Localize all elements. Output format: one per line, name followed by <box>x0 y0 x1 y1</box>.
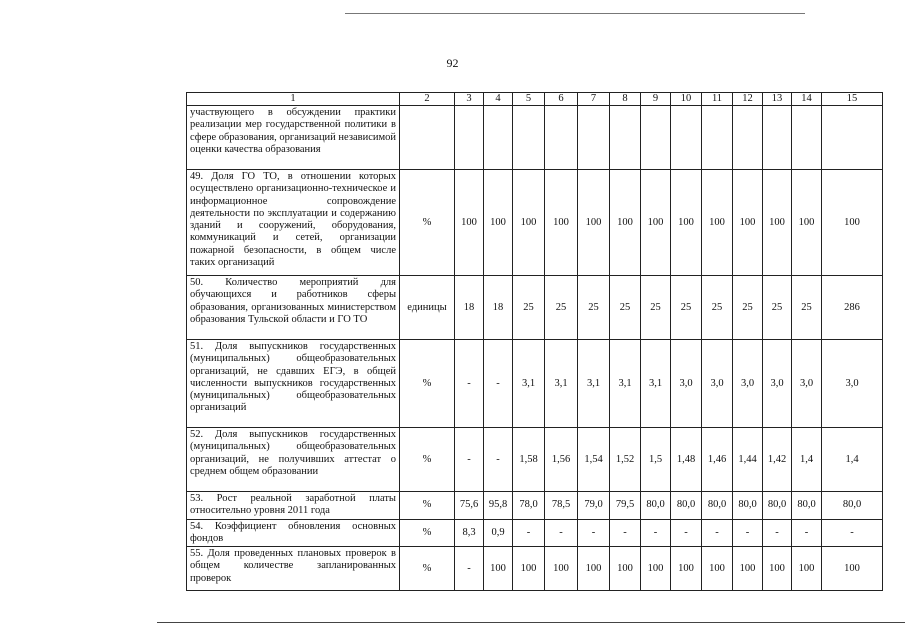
value-cell: 3,0 <box>763 340 792 428</box>
indicator-description: 52. Доля выпускников государственных (муниципальных) общеобразовательных организаций, не получивших аттестат о среднем общем образовании <box>187 428 400 492</box>
table-row <box>187 340 883 428</box>
value-cell: 3,0 <box>792 340 822 428</box>
unit-cell: % <box>400 170 455 276</box>
value-cell: 3,0 <box>733 340 763 428</box>
unit-cell: единицы <box>400 276 455 340</box>
value-cell: 3,1 <box>578 340 610 428</box>
value-cell <box>822 106 883 170</box>
value-cell: 0,9 <box>484 519 513 547</box>
unit-cell: % <box>400 492 455 520</box>
table-row <box>187 106 883 170</box>
value-cell: 25 <box>763 276 792 340</box>
value-cell: 80,0 <box>733 492 763 520</box>
table-row <box>187 428 883 492</box>
header-row <box>187 93 883 106</box>
value-cell: 80,0 <box>792 492 822 520</box>
value-cell: - <box>484 428 513 492</box>
value-cell: 100 <box>763 547 792 591</box>
value-cell: 100 <box>671 547 702 591</box>
value-cell: 25 <box>671 276 702 340</box>
value-cell: 100 <box>792 547 822 591</box>
value-cell: 1,52 <box>610 428 641 492</box>
page-number: 92 <box>446 56 459 70</box>
value-cell: 100 <box>513 547 545 591</box>
value-cell: 1,46 <box>702 428 733 492</box>
indicator-description: 53. Рост реальной заработной платы относительно уровня 2011 года <box>187 492 400 520</box>
value-cell: 25 <box>610 276 641 340</box>
value-cell: 78,0 <box>513 492 545 520</box>
value-cell: 80,0 <box>763 492 792 520</box>
value-cell: - <box>484 340 513 428</box>
value-cell: - <box>545 519 578 547</box>
value-cell: 100 <box>484 547 513 591</box>
value-cell: 100 <box>610 170 641 276</box>
unit-cell: % <box>400 428 455 492</box>
value-cell: 25 <box>792 276 822 340</box>
bottom-rule <box>157 622 905 623</box>
value-cell: 95,8 <box>484 492 513 520</box>
header-cell: 8 <box>610 93 641 106</box>
header-cell: 5 <box>513 93 545 106</box>
header-cell: 9 <box>641 93 671 106</box>
value-cell: 100 <box>671 170 702 276</box>
indicator-description: 54. Коэффициент обновления основных фондов <box>187 519 400 547</box>
indicator-description: 50. Количество мероприятий для обучающихся и работников сферы образования, организованных министерством образования Тульской области и ГО ТО <box>187 276 400 340</box>
value-cell: 100 <box>484 170 513 276</box>
header-cell: 1 <box>187 93 400 106</box>
value-cell: 100 <box>641 547 671 591</box>
value-cell: 25 <box>702 276 733 340</box>
value-cell: - <box>641 519 671 547</box>
value-cell: 3,0 <box>671 340 702 428</box>
value-cell: - <box>822 519 883 547</box>
value-cell: - <box>702 519 733 547</box>
value-cell: 75,6 <box>455 492 484 520</box>
value-cell <box>671 106 702 170</box>
value-cell: 3,0 <box>702 340 733 428</box>
value-cell <box>733 106 763 170</box>
value-cell: - <box>792 519 822 547</box>
indicator-description: 49. Доля ГО ТО, в отношении которых осуществлено организационно-техническое и информационное сопровождение деятельности по эксплуатации и содержанию зданий и сооружений, оборудования, коммуникаций и сетей, организации пожарной безопасности, в общем числе таких организаций <box>187 170 400 276</box>
value-cell: 1,58 <box>513 428 545 492</box>
unit-cell: % <box>400 519 455 547</box>
header-cell: 13 <box>763 93 792 106</box>
value-cell: 100 <box>702 170 733 276</box>
value-cell: 8,3 <box>455 519 484 547</box>
value-cell: - <box>513 519 545 547</box>
header-cell: 12 <box>733 93 763 106</box>
table-row <box>187 492 883 520</box>
value-cell: 80,0 <box>822 492 883 520</box>
value-cell <box>578 106 610 170</box>
value-cell: 100 <box>702 547 733 591</box>
value-cell: 25 <box>733 276 763 340</box>
header-cell: 3 <box>455 93 484 106</box>
value-cell <box>455 106 484 170</box>
value-cell: 100 <box>455 170 484 276</box>
value-cell: 79,0 <box>578 492 610 520</box>
value-cell: 25 <box>578 276 610 340</box>
value-cell: - <box>578 519 610 547</box>
value-cell: 100 <box>513 170 545 276</box>
value-cell: 100 <box>822 547 883 591</box>
value-cell: 1,56 <box>545 428 578 492</box>
indicator-description: 51. Доля выпускников государственных (муниципальных) общеобразовательных организаций, не сдавших ЕГЭ, в общей численности выпускников государственных (муниципальных) общеобразовательных организаций <box>187 340 400 428</box>
value-cell: 3,1 <box>545 340 578 428</box>
value-cell: 286 <box>822 276 883 340</box>
header-cell: 10 <box>671 93 702 106</box>
value-cell <box>610 106 641 170</box>
table-row <box>187 170 883 276</box>
value-cell: - <box>455 428 484 492</box>
value-cell <box>513 106 545 170</box>
unit-cell <box>400 106 455 170</box>
value-cell: 25 <box>545 276 578 340</box>
value-cell: 3,1 <box>610 340 641 428</box>
table-row <box>187 276 883 340</box>
value-cell: - <box>671 519 702 547</box>
value-cell <box>484 106 513 170</box>
value-cell: - <box>610 519 641 547</box>
unit-cell: % <box>400 547 455 591</box>
value-cell: 1,54 <box>578 428 610 492</box>
value-cell: - <box>733 519 763 547</box>
value-cell: 1,42 <box>763 428 792 492</box>
value-cell: 3,0 <box>822 340 883 428</box>
value-cell: 1,5 <box>641 428 671 492</box>
header-cell: 2 <box>400 93 455 106</box>
top-rule <box>345 13 805 14</box>
header-cell: 7 <box>578 93 610 106</box>
value-cell: 3,1 <box>513 340 545 428</box>
value-cell: 100 <box>641 170 671 276</box>
indicators-table <box>186 92 883 591</box>
value-cell: 78,5 <box>545 492 578 520</box>
value-cell: 79,5 <box>610 492 641 520</box>
header-cell: 14 <box>792 93 822 106</box>
indicator-description: участвующего в обсуждении практики реализации мер государственной политики в сфере образования, организаций независимой оценки качества образования <box>187 106 400 170</box>
value-cell: - <box>455 340 484 428</box>
value-cell: 100 <box>763 170 792 276</box>
value-cell: 100 <box>578 547 610 591</box>
value-cell: 100 <box>578 170 610 276</box>
value-cell: 100 <box>610 547 641 591</box>
value-cell <box>792 106 822 170</box>
value-cell: 1,44 <box>733 428 763 492</box>
value-cell: - <box>455 547 484 591</box>
value-cell: 1,4 <box>822 428 883 492</box>
value-cell: - <box>763 519 792 547</box>
indicator-description: 55. Доля проведенных плановых проверок в общем количестве запланированных проверок <box>187 547 400 591</box>
value-cell: 18 <box>455 276 484 340</box>
table-row <box>187 519 883 547</box>
table-row <box>187 547 883 591</box>
value-cell: 100 <box>545 170 578 276</box>
value-cell: 100 <box>792 170 822 276</box>
value-cell: 1,48 <box>671 428 702 492</box>
value-cell <box>702 106 733 170</box>
value-cell: 100 <box>545 547 578 591</box>
value-cell: 100 <box>733 547 763 591</box>
value-cell: 80,0 <box>641 492 671 520</box>
value-cell: 25 <box>513 276 545 340</box>
value-cell <box>763 106 792 170</box>
value-cell: 80,0 <box>702 492 733 520</box>
value-cell: 1,4 <box>792 428 822 492</box>
header-cell: 4 <box>484 93 513 106</box>
header-cell: 11 <box>702 93 733 106</box>
unit-cell: % <box>400 340 455 428</box>
value-cell: 3,1 <box>641 340 671 428</box>
value-cell <box>641 106 671 170</box>
value-cell: 100 <box>733 170 763 276</box>
value-cell: 18 <box>484 276 513 340</box>
header-cell: 15 <box>822 93 883 106</box>
value-cell: 25 <box>641 276 671 340</box>
value-cell: 80,0 <box>671 492 702 520</box>
value-cell: 100 <box>822 170 883 276</box>
value-cell <box>545 106 578 170</box>
header-cell: 6 <box>545 93 578 106</box>
